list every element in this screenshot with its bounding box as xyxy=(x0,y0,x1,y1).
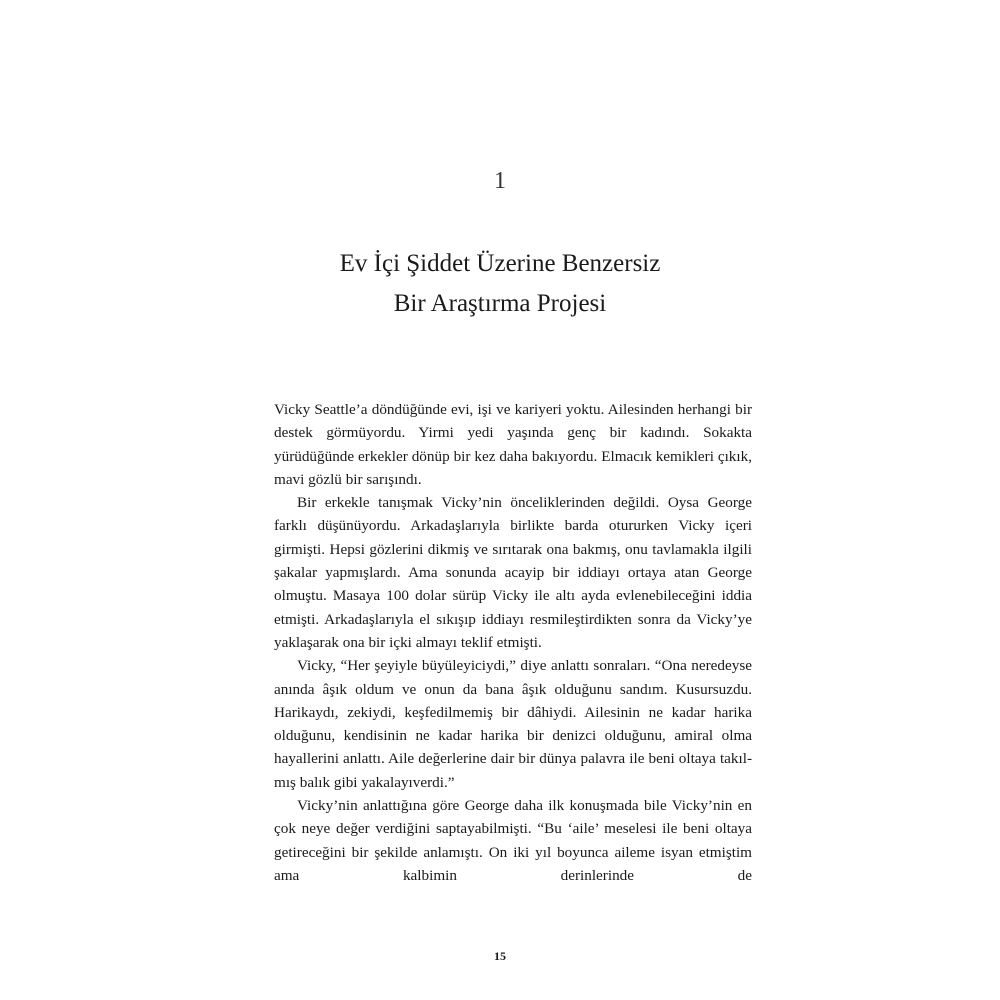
paragraph-2: Bir erkekle tanışmak Vicky’nin önceliklerinden değildi. Oysa George farklı düşünüyordu. Arkadaşlarıyla birlikte barda otururken Vicky içeri girmişti. Hepsi gözlerini dikmiş ve sırıtarak ona bakmış, onu tavlamakla ilgili şakalar yapmışlardı. Ama sonunda acayip bir iddiayı ortaya atan George olmuştu. Masaya 100 dolar sürüp Vicky ile altı ayda evlenebileceğini iddia etmişti. Arkadaşlarıyla el sıkışıp iddiayı resmileştirdikten sonra da Vicky’ye yaklaşarak ona bir içki almayı teklif etmişti. xyxy=(274,494,752,651)
paragraph-4: Vicky’nin anlattığına göre George daha ilk konuşmada bile Vicky’nin en çok neye değer verdiğini saptayabilmişti. “Bu ‘aile’ meselesi ile beni oltaya getireceğini bir şekilde anlamıştı. On iki yıl boyunca aileme isyan etmiştim ama kalbimin derinlerinde de xyxy=(274,797,752,884)
chapter-title xyxy=(0,244,1000,324)
chapter-number: 1 xyxy=(494,168,506,194)
paragraph-3: Vicky, “Her şeyiyle büyüleyiciydi,” diye anlattı sonraları. “Ona neredeyse anında âşık oldum ve onun da bana âşık olduğunu sandım. Kusursuzdu. Harikaydı, zekiydi, keşfedilmemiş bir dâhiydi. Ailesinin ne kadar harika olduğunu, kendisinin ne kadar harika bir denizci olduğunu, amiral olma hayallerini anlattı. Aile değerlerine dair bir dünya palavra ile beni oltaya takılmış balık gibi yakalayıverdi.” xyxy=(274,657,752,791)
page-number: 15 xyxy=(494,949,506,963)
chapter-title-line-2: Bir Araştırma Projesi xyxy=(393,290,607,317)
body-text xyxy=(274,398,752,887)
paragraph-1: Vicky Seattle’a döndüğünde evi, işi ve kariyeri yoktu. Ailesinden herhangi bir destek görmüyordu. Yirmi yedi yaşında genç bir kadındı. Sokakta yürüdüğünde erkekler dönüp bir kez daha bakıyordu. Elmacık kemikleri çıkık, mavi gözlü bir sarışındı. xyxy=(274,401,752,488)
chapter-title-line-1: Ev İçi Şiddet Üzerine Benzersiz xyxy=(339,250,661,277)
